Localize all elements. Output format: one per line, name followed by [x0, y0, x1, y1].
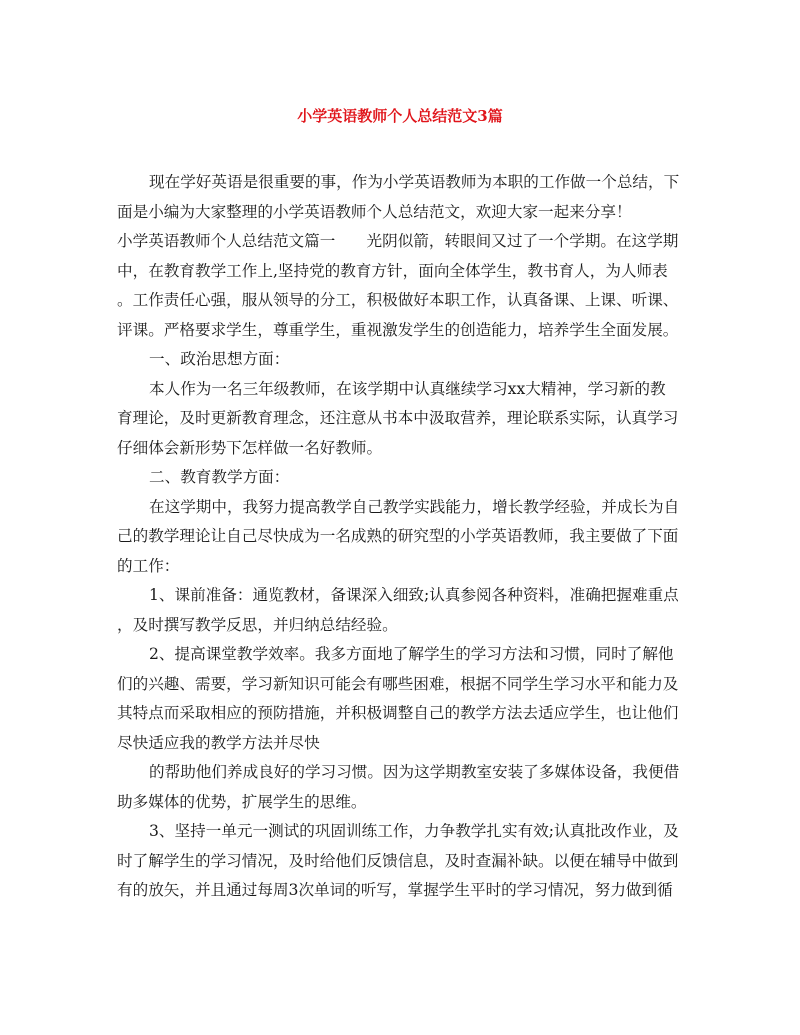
- text-line: 一、政治思想方面：: [149, 350, 290, 368]
- text-line: 2、提高课堂教学效率。我多方面地了解学生的学习方法和习惯，同时了解他: [149, 645, 674, 663]
- text-line: 现在学好英语是很重要的事，作为小学英语教师为本职的工作做一个总结，下: [149, 173, 680, 191]
- text-line: 。工作责任心强，服从领导的分工，积极做好本职工作，认真备课、上课、听课、: [117, 291, 679, 309]
- text-line: 3、坚持一单元一测试的巩固训练工作，力争教学扎实有效;认真批改作业，及: [149, 822, 679, 840]
- document-body: [117, 168, 685, 906]
- text-line: 小学英语教师个人总结范文篇一 光阴似箭，转眼间又过了一个学期。在这学期: [117, 232, 679, 250]
- text-line: 己的教学理论让自己尽快成为一名成熟的研究型的小学英语教师，我主要做了下面: [117, 527, 679, 545]
- text-line: 育理论，及时更新教育理念，还注意从书本中汲取营养，理论联系实际，认真学习: [117, 409, 679, 427]
- text-line: 时了解学生的学习情况，及时给他们反馈信息，及时查漏补缺。以便在辅导中做到: [117, 851, 679, 870]
- text-line: 助多媒体的优势，扩展学生的思维。: [117, 792, 367, 811]
- text-line: 在这学期中，我努力提高教学自己教学实践能力，增长教学经验，并成长为自: [149, 497, 680, 516]
- text-line: ，及时撰写教学反思，并归纳总结经验。: [117, 615, 398, 634]
- document-title: 小学英语教师个人总结范文3篇: [297, 107, 503, 125]
- text-line: 评课。严格要求学生，尊重学生，重视激发学生的创造能力，培养学生全面发展。: [117, 320, 679, 339]
- text-line: 的帮助他们养成良好的学习习惯。因为这学期教室安装了多媒体设备，我便借: [149, 763, 680, 781]
- text-line: 的工作：: [117, 556, 180, 575]
- text-line: 二、教育教学方面：: [149, 468, 290, 486]
- text-line: 其特点而采取相应的预防措施，并积极调整自己的教学方法去适应学生，也让他们: [117, 704, 679, 722]
- text-line: 1、课前准备：通览教材，备课深入细致;认真参阅各种资料，准确把握难重点: [149, 586, 679, 604]
- text-line: 仔细体会新形势下怎样做一名好教师。: [117, 438, 383, 457]
- text-line: 尽快适应我的教学方法并尽快: [117, 733, 320, 752]
- text-line: 有的放矢，并且通过每周3次单词的听写，掌握学生平时的学习情况，努力做到循: [117, 881, 673, 899]
- text-line: 面是小编为大家整理的小学英语教师个人总结范文，欢迎大家一起来分享！: [117, 202, 632, 221]
- text-line: 中，在教育教学工作上,坚持党的教育方针，面向全体学生，教书育人，为人师表: [117, 261, 668, 280]
- text-line: 们的兴趣、需要，学习新知识可能会有哪些困难，根据不同学生学习水平和能力及: [117, 674, 679, 693]
- text-line: 本人作为一名三年级教师，在该学期中认真继续学习xx大精神，学习新的教: [149, 379, 666, 398]
